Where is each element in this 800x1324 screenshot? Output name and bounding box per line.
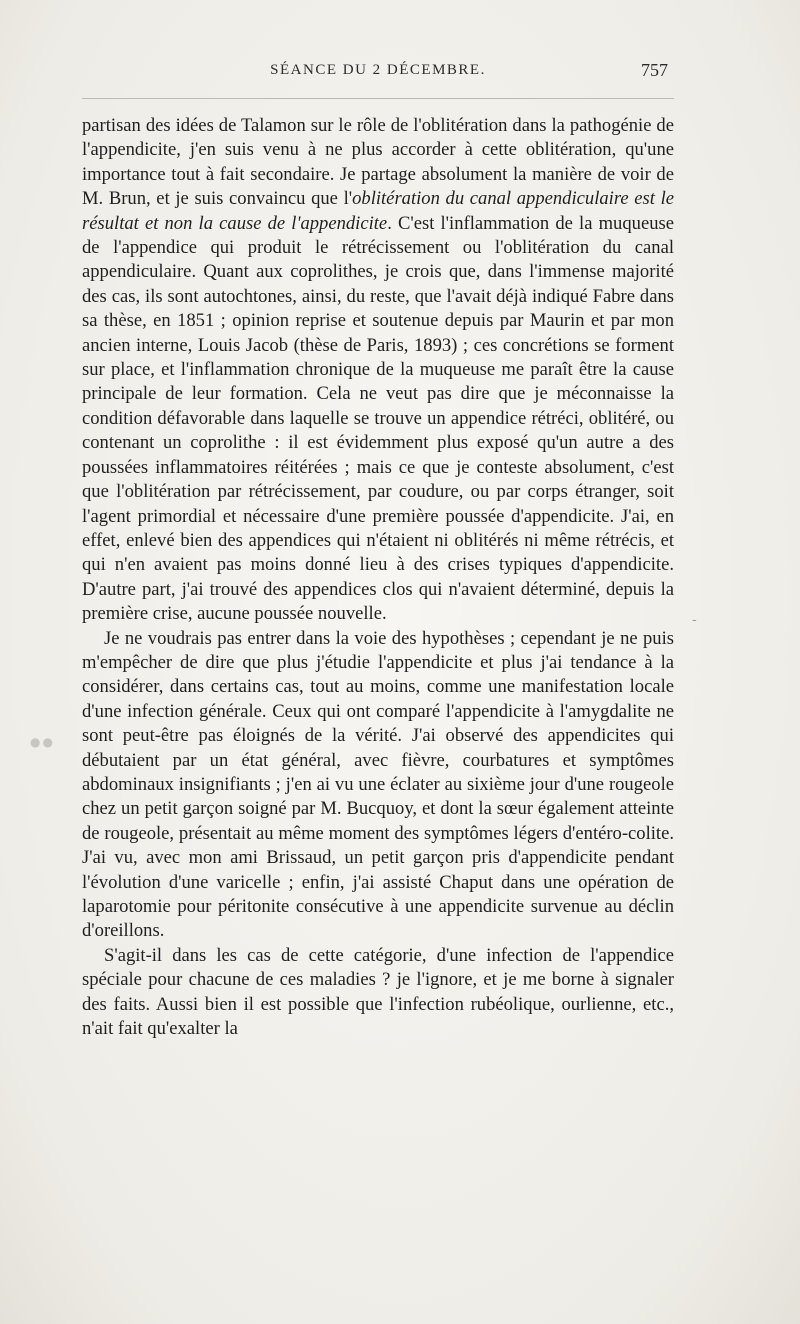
page-header <box>82 60 674 90</box>
paragraph-1-text-a: partisan des idées de Talamon sur le rôle de l'oblitération dans la pathogénie de l'appendicite, j'en suis venu à ne plus accorder à cette oblitération, qu'une importance tout à fait secondaire. Je partage absolument la manière de voir de M. Brun, et je suis convaincu que l' <box>82 115 674 210</box>
paragraph-1-text-b: . C'est l'inflammation de la muqueuse de l'appendice qui produit le rétrécissement ou l'oblitération du canal appendiculaire. Quant aux coprolithes, je crois que, dans l'immense majorité des cas, ils sont autochtones, ainsi, du reste, que l'avait déjà indiqué Fabre dans sa thèse, en 1851 ; opinion reprise et soutenue depuis par Maurin et par mon ancien interne, Louis Jacob (thèse de Paris, 1893) ; ces concrétions se forment sur place, et l'inflammation chronique de la muqueuse me paraît être la cause principale de leur formation. Cela ne veut pas dire que je méconnaisse la condition défavorable dans laquelle se trouve un appendice rétréci, oblitéré, ou contenant un coprolithe : il est évidemment plus exposé qu'un autre a des poussées inflammatoires réitérées ; mais ce que je conteste absolument, c'est que l'oblitération par rétrécissement, par coudure, ou par corps étranger, soit l'agent primordial et nécessaire d'une première poussée d'appendicite. J'ai, en effet, enlevé bien des appendices qui n'étaient ni oblitérés ni même rétrécis, et qui n'en avaient pas moins donné lieu à des crises typiques d'appendicite. D'autre part, j'ai trouvé des appendices clos qui n'avaient déterminé, depuis la première crise, aucune poussée nouvelle. <box>82 212 674 625</box>
running-head: SÉANCE DU 2 DÉCEMBRE. <box>270 62 486 78</box>
page-number: 757 <box>641 60 668 80</box>
paragraph-2: Je ne voudrais pas entrer dans la voie des hypothèses ; cependant je ne puis m'empêcher de dire que plus j'étudie l'appendicite et plus j'ai tendance à la considérer, dans certains cas, tout au moins, comme une manifestation locale d'une infection générale. Ceux qui ont comparé l'appendicite à l'amygdalite ne sont peut-être pas éloignés de la vérité. J'ai observé des appendicites qui débutaient par un état général, avec fièvre, courbatures et symptômes abdominaux insignifiants ; j'en ai vu une éclater au sixième jour d'une rougeole chez un petit garçon soigné par M. Bucquoy, et dont la sœur également atteinte de rougeole, présentait au même moment des symptômes légers d'entéro-colite. J'ai vu, avec mon ami Brissaud, un petit garçon pris d'appendicite pendant l'évolution d'une varicelle ; enfin, j'ai assisté Chaput dans une opération de laparotomie pour péritonite consécutive à une appendicite survenue au déclin d'oreillons. <box>82 627 674 942</box>
margin-tick-icon: - <box>692 612 697 628</box>
paragraph-1 <box>82 114 674 627</box>
margin-smudge-icon: ●● <box>30 735 55 749</box>
header-rule <box>82 98 674 99</box>
body-text <box>82 114 674 1041</box>
paragraph-1-italic: oblitération du canal appendiculaire est le résultat et non la cause de l'appendicite <box>82 188 674 234</box>
paragraph-3: S'agit-il dans les cas de cette catégorie, d'une infection de l'appendice spéciale pour chacune de ces maladies ? je l'ignore, et je me borne à signaler des faits. Aussi bien il est possible que l'infection rubéolique, ourlienne, etc., n'ait fait qu'exalter la <box>82 944 674 1040</box>
